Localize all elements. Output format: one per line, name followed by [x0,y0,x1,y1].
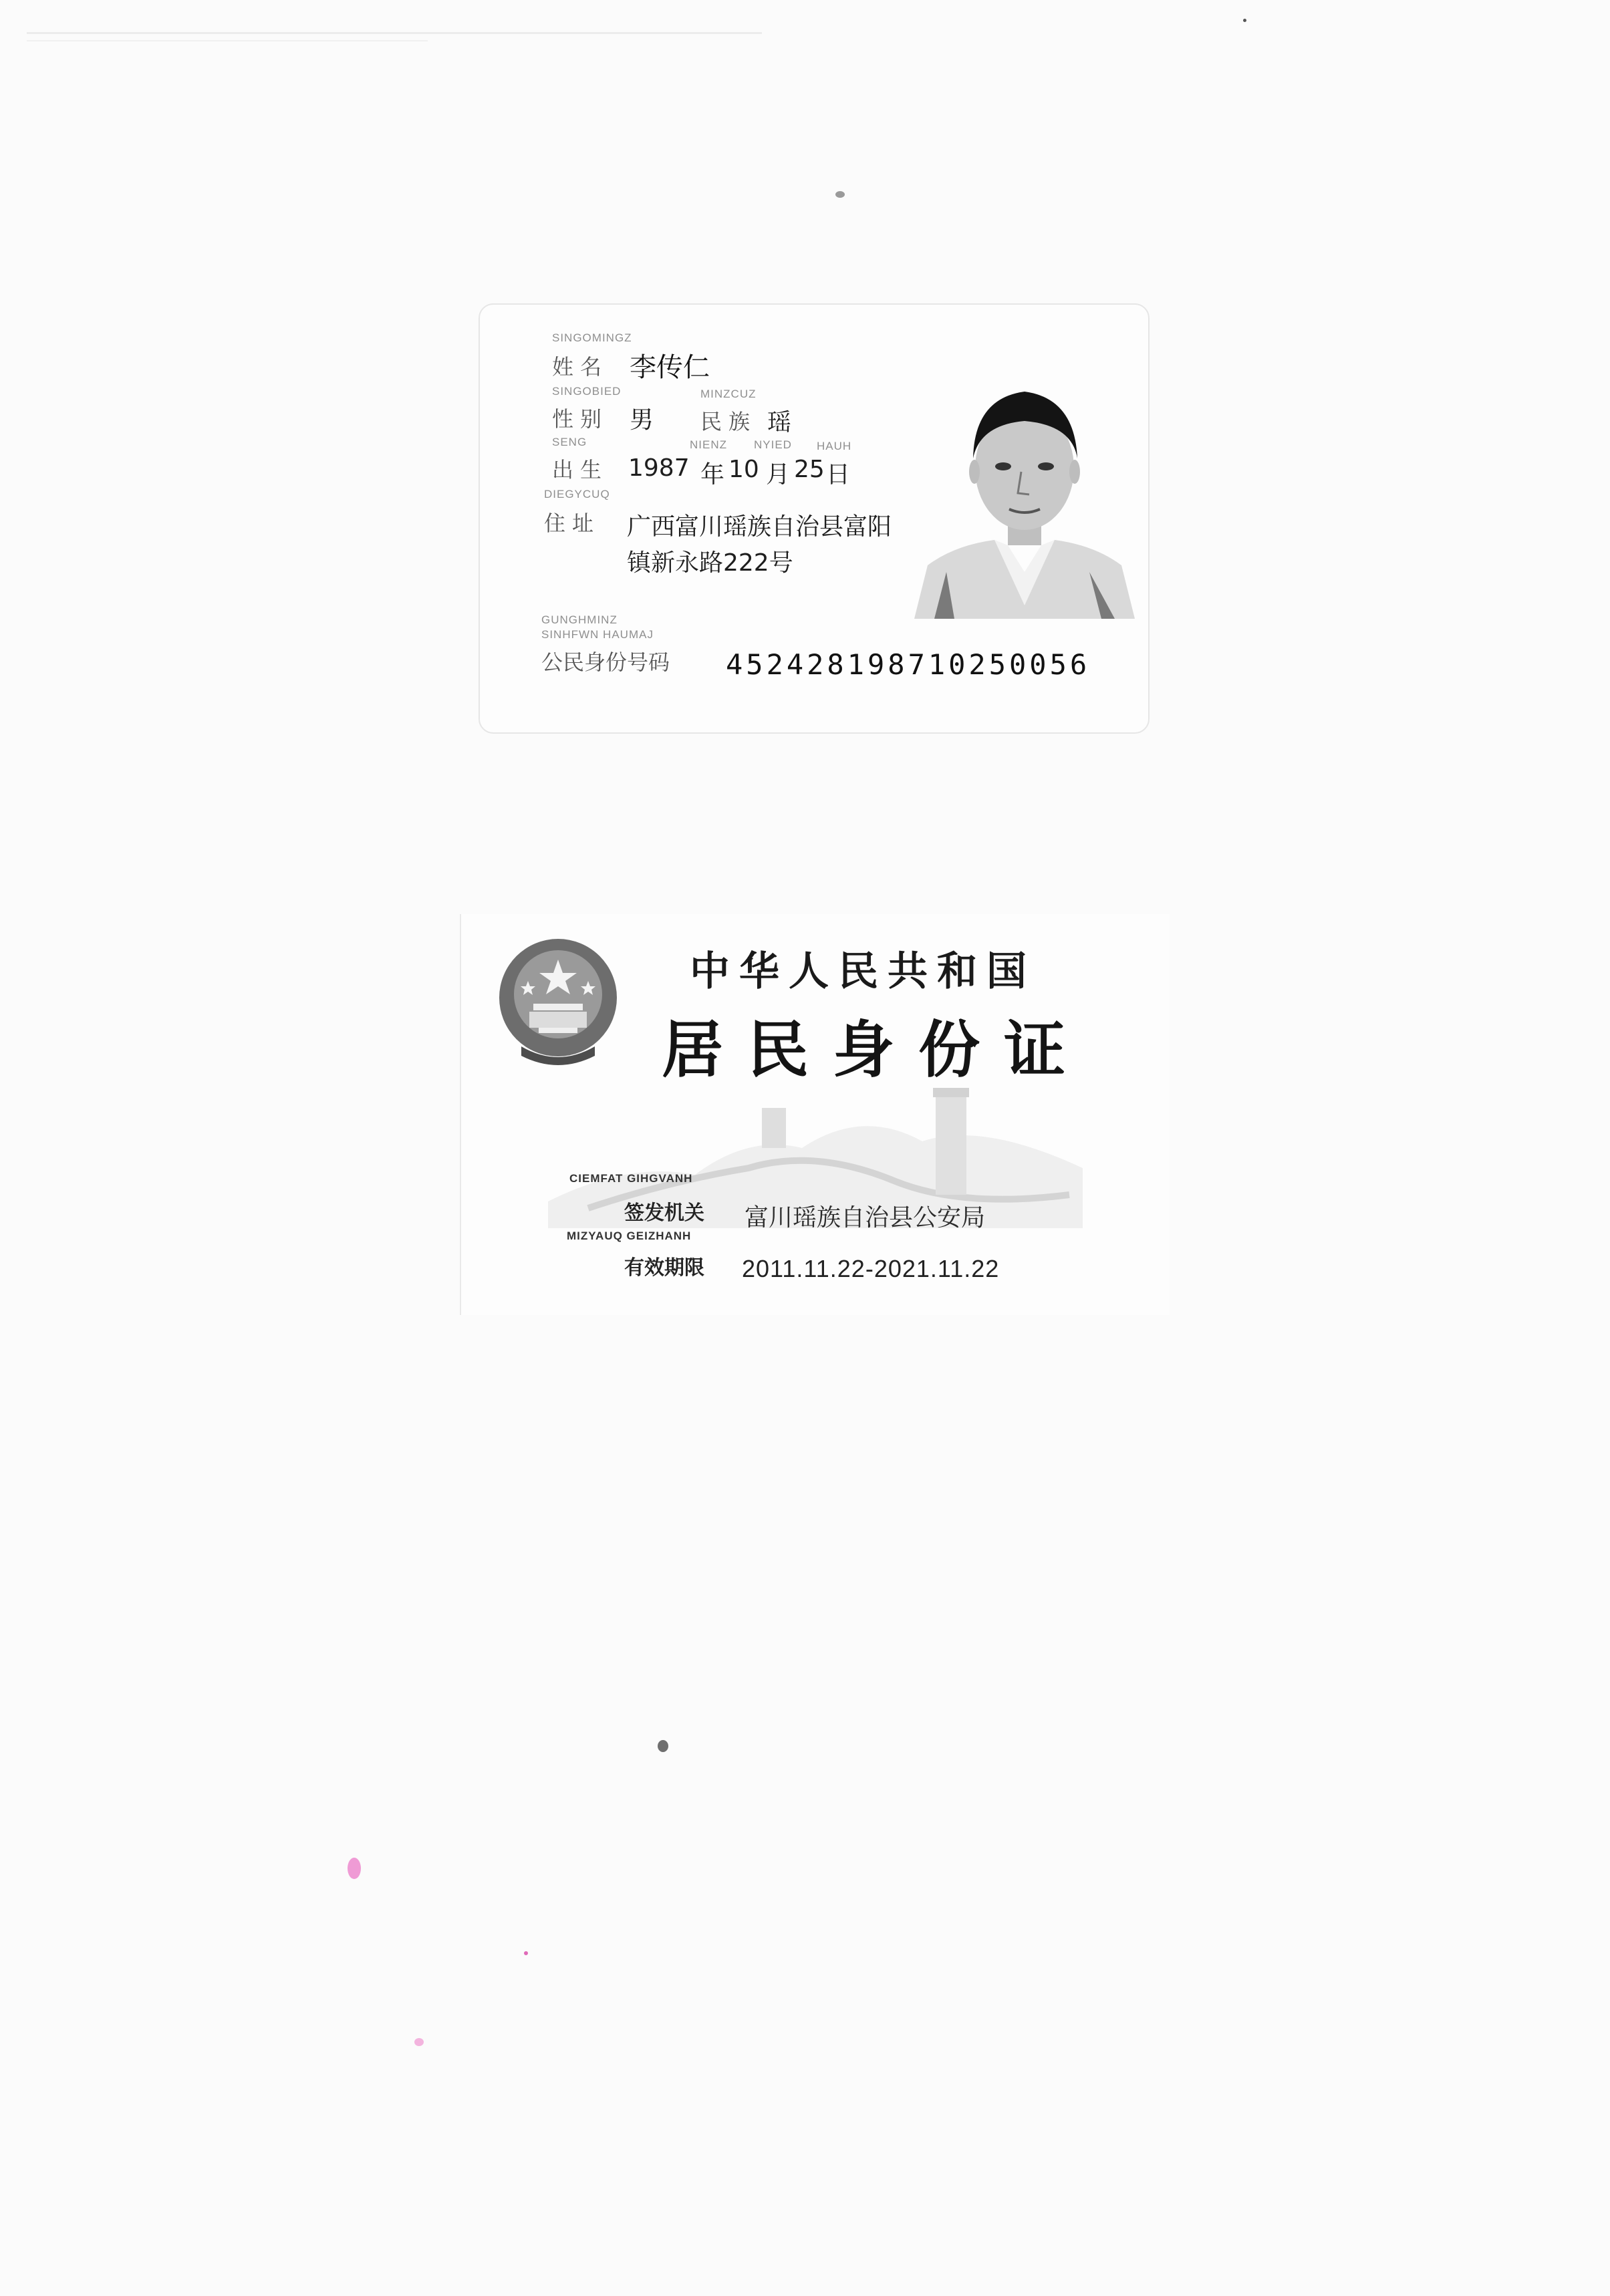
pink-speck [414,2038,424,2046]
validity-roman-label: MIZYAUQ GEIZHANH [567,1230,692,1242]
card-title: 居民身份证 [662,1014,1090,1086]
birth-day-unit: 日 [826,461,851,488]
id-roman-label-2: SINHFWN HAUMAJ [541,628,654,641]
id-number-value: 452428198710250056 [726,648,1091,681]
id-roman-label-1: GUNGHMINZ [541,613,618,626]
birth-day: 25 [794,456,825,483]
authority-roman-label: CIEMFAT GIHGVANH [569,1172,693,1185]
address-line-2: 镇新永路222号 [627,549,793,577]
ethnic-roman-label: MINZCUZ [700,388,757,400]
address-roman-label: DIEGYCUQ [544,488,610,500]
address-line-1: 广西富川瑶族自治县富阳 [627,513,892,541]
id-number-label: 公民身份号码 [541,650,670,675]
authority-label: 签发机关 [624,1201,704,1225]
name-roman-label: SINGOMINGZ [552,331,632,344]
scan-speck [835,191,845,198]
national-emblem-icon [495,934,622,1068]
scan-speck [1243,19,1246,22]
pink-speck [348,1858,361,1879]
authority-value: 富川瑶族自治县公安局 [745,1204,986,1232]
ethnic-label: 民族 [700,409,757,434]
birth-roman-month: NYIED [754,438,792,451]
scan-edge-noise [27,27,762,53]
birth-label: 出生 [552,457,609,482]
id-card-back [460,914,1170,1315]
validity-label: 有效期限 [624,1256,704,1280]
address-label: 住址 [544,511,601,536]
country-name: 中华人民共和国 [690,948,1036,995]
sex-value: 男 [630,406,654,434]
sex-roman-label: SINGOBIED [552,385,622,398]
name-value: 李传仁 [630,352,710,383]
name-label: 姓名 [552,354,609,380]
pink-speck [524,1951,528,1955]
portrait-photo [914,351,1135,619]
id-card-front [479,303,1150,734]
validity-value: 2011.11.22-2021.11.22 [742,1255,1000,1282]
birth-month-unit: 月 [766,461,791,488]
sex-label: 性别 [552,406,609,432]
birth-month: 10 [728,456,759,483]
birth-year-unit: 年 [700,461,725,488]
birth-roman-day: HAUH [817,440,852,452]
birth-year: 1987 [628,454,690,482]
scan-speck [658,1740,668,1752]
birth-roman-label: SENG [552,436,587,448]
birth-roman-year: NIENZ [690,438,727,451]
ethnic-value: 瑶 [767,409,792,436]
